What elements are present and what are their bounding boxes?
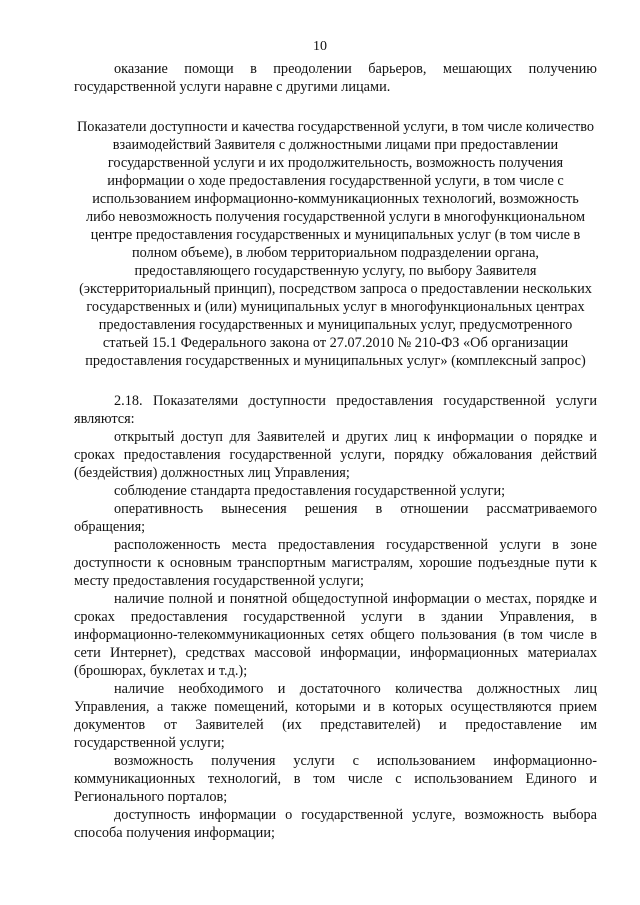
- list-item: доступность информации о государственной услуге, возможность выбора способа получения информации;: [74, 807, 597, 841]
- list-item: соблюдение стандарта предоставления государственной услуги;: [114, 483, 506, 499]
- intro-continuation: оказание помощи в преодолении барьеров, мешающих получению государственной услуги наравне с другими лицами.: [74, 61, 597, 95]
- list-item: наличие полной и понятной общедоступной информации о местах, порядке и сроках предоставления государственной услуги в здании Управления, в информационно-телекоммуникационных сетях общего пользования (в том числе в сети Интернет), средствах массовой информации, информационных материалах (брошюрах, буклетах и т.д.);: [74, 591, 597, 679]
- list-item: оперативность вынесения решения в отношении рассматриваемого обращения;: [74, 501, 597, 535]
- clause-2-18: 2.18. Показателями доступности предоставления государственной услуги являются:: [74, 393, 597, 427]
- section-heading: Показатели доступности и качества государственной услуги, в том числе количество взаимодействий Заявителя с должностными лицами при предоставлении государственной услуги и их продолжительность, возможность получения информации о ходе предоставления государственной услуги, в том числе с использованием информационно-коммуникационных технологий, возможность либо невозможность получения государственной услуги в многофункциональном центре предоставления государственных и муниципальных услуг (в том числе в полном объеме), в любом территориальном подразделении органа, предоставляющего государственную услугу, по выбору Заявителя (экстерриториальный принцип), посредством запроса о предоставлении нескольких государственных и (или) муниципальных услуг в многофункциональных центрах предоставления государственных и муниципальных услуг, предусмотренного статьей 15.1 Федерального закона от 27.07.2010 № 210-ФЗ «Об организации предоставления государственных и муниципальных услуг» (комплексный запрос): [76, 119, 595, 369]
- list-item: возможность получения услуги с использованием информационно-коммуникационных технологий, в том числе с использованием Единого и Регионального порталов;: [74, 753, 597, 805]
- list-item: расположенность места предоставления государственной услуги в зоне доступности к основным транспортным магистралям, хорошие подъездные пути к месту предоставления государственной услуги;: [74, 537, 597, 589]
- list-item: открытый доступ для Заявителей и других лиц к информации о порядке и сроках предоставления государственной услуги, порядку обжалования действий (бездействия) должностных лиц Управления;: [74, 429, 597, 481]
- list-item: наличие необходимого и достаточного количества должностных лиц Управления, а также помещений, которыми и в которых осуществляются прием документов от Заявителей (их представителей) и предоставление им государственной услуги;: [74, 681, 597, 751]
- page-number: 10: [313, 39, 327, 54]
- document-body: [74, 60, 597, 842]
